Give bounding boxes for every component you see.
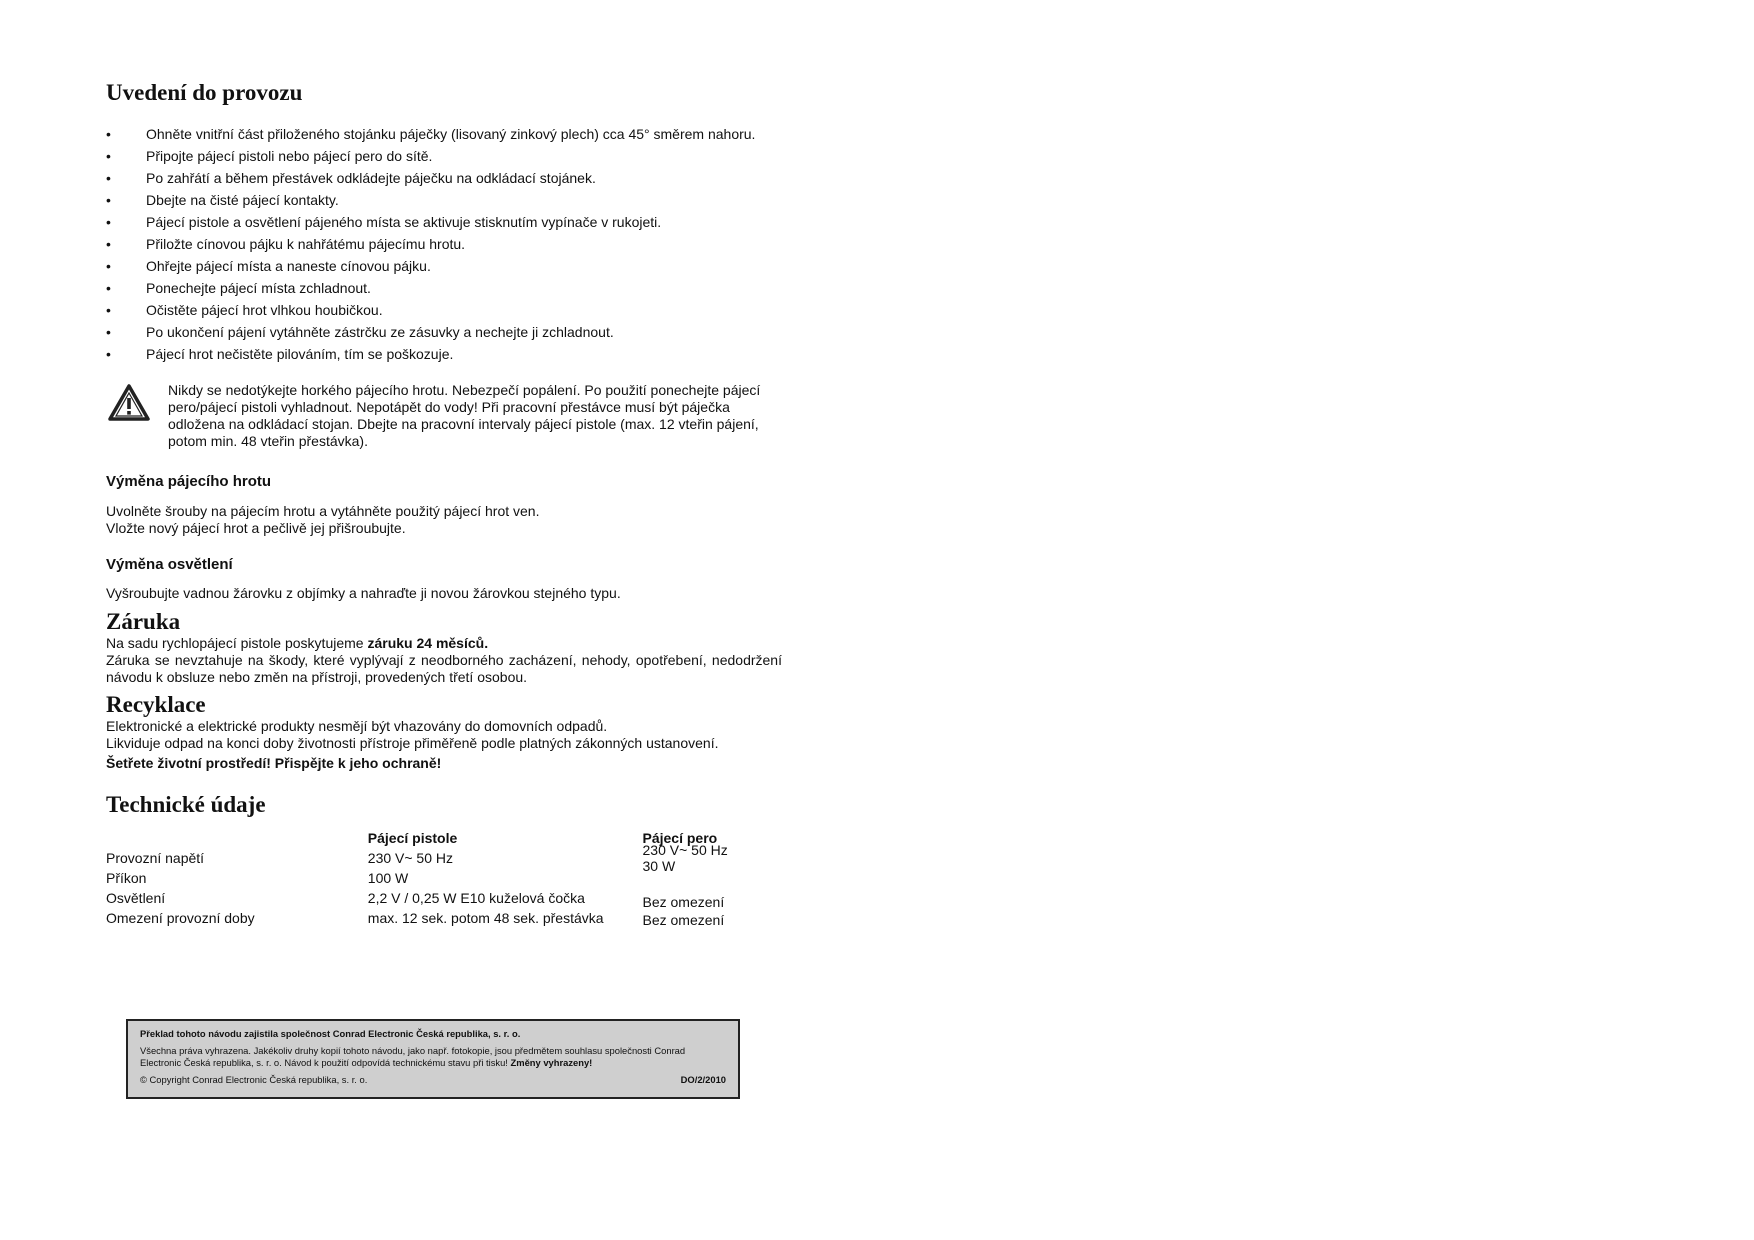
bullet-icon: • xyxy=(106,126,111,142)
pen-value: 30 W xyxy=(642,858,676,874)
recycling-line-3: Šetřete životní prostředí! Přispějte k jeho ochraně! xyxy=(106,755,442,771)
list-item: • Po zahřátí a během přestávek odkládejte páječku na odkládací stojánek. xyxy=(106,170,596,186)
list-item: • Očistěte pájecí hrot vlhkou houbičkou. xyxy=(106,302,383,318)
list-item: • Po ukončení pájení vytáhněte zástrčku ze zásuvky a nechejte ji zchladnout. xyxy=(106,324,614,340)
list-item: • Dbejte na čisté pájecí kontakty. xyxy=(106,192,339,208)
table-row xyxy=(106,908,782,928)
warranty-text-2: Záruka se nevztahuje na škody, které vyplývají z neodborného zacházení, nehody, opotřebení, nedodržení návodu k obsluze nebo změn na přístroji, provedených třetí osobou. xyxy=(106,652,782,685)
recycling-line-1: Elektronické a elektrické produkty nesmějí být vhazovány do domovních odpadů. xyxy=(106,718,608,734)
warning-triangle-icon xyxy=(108,384,150,426)
imprint-rights: Všechna práva vyhrazena. Jakékoliv druhy kopií tohoto návodu, jako např. fotokopie, jsou předmětem souhlasu společnosti Conrad Electronic Česká republika, s. r. o. Návod k použití odpovídá technickému stavu při tisku! Změny vyhrazeny! xyxy=(140,1045,686,1068)
section-title-warranty: Záruka xyxy=(106,609,181,634)
imprint-footer xyxy=(140,1074,726,1086)
row-label: Příkon xyxy=(106,870,147,886)
list-item: • Připojte pájecí pistoli nebo pájecí pero do sítě. xyxy=(106,148,433,164)
list-item: • Ohřejte pájecí místa a naneste cínovou pájku. xyxy=(106,258,431,274)
bullet-icon: • xyxy=(106,280,111,296)
list-item: • Pájecí pistole a osvětlení pájeného místa se aktivuje stisknutím vypínače v rukojeti. xyxy=(106,214,662,230)
tip-replacement-line-2: Vložte nový pájecí hrot a pečlivě jej přišroubujte. xyxy=(106,520,406,536)
imprint-title: Překlad tohoto návodu zajistila společnost Conrad Electronic Česká republika, s. r. o. xyxy=(140,1028,521,1039)
bullet-icon: • xyxy=(106,258,111,274)
bullet-icon: • xyxy=(106,214,111,230)
bullet-icon: • xyxy=(106,236,111,252)
document-code: DO/2/2010 xyxy=(680,1074,726,1085)
bullet-icon: • xyxy=(106,346,111,362)
bullet-icon: • xyxy=(106,302,111,318)
bullet-icon: • xyxy=(106,192,111,208)
section-title-light-replacement: Výměna osvětlení xyxy=(106,556,233,573)
section-title-recycling: Recyklace xyxy=(106,692,206,717)
recycling-line-2: Likviduje odpad na konci doby životnosti přístroje přiměřeně podle platných zákonných ustanovení. xyxy=(106,735,719,751)
tech-spec-table xyxy=(106,828,782,928)
copyright-text: © Copyright Conrad Electronic Česká republika, s. r. o. xyxy=(140,1074,368,1085)
section-title-tech: Technické údaje xyxy=(106,792,266,817)
table-row xyxy=(106,868,782,888)
gun-value: 100 W xyxy=(367,870,409,886)
pen-value: Bez omezení xyxy=(642,894,725,910)
gun-value: 230 V~ 50 Hz xyxy=(367,850,454,866)
bullet-icon: • xyxy=(106,170,111,186)
bullet-icon: • xyxy=(106,324,111,340)
warranty-text-1: Na sadu rychlopájecí pistole poskytujeme záruku 24 měsíců. xyxy=(106,635,489,651)
row-label: Provozní napětí xyxy=(106,850,205,866)
list-item: • Pájecí hrot nečistěte pilováním, tím se poškozuje. xyxy=(106,346,454,362)
safety-warning xyxy=(106,382,782,450)
bullet-icon: • xyxy=(106,148,111,164)
list-item: • Přiložte cínovou pájku k nahřátému pájecímu hrotu. xyxy=(106,236,466,252)
row-label: Omezení provozní doby xyxy=(106,910,255,926)
gun-value: max. 12 sek. potom 48 sek. přestávka xyxy=(367,910,604,926)
list-item: • Ponechejte pájecí místa zchladnout. xyxy=(106,280,371,296)
table-row xyxy=(106,888,782,908)
pen-value: Bez omezení xyxy=(642,912,725,928)
column-header-gun: Pájecí pistole xyxy=(367,830,458,846)
section-title-operation: Uvedení do provozu xyxy=(106,80,303,105)
light-replacement-text: Vyšroubujte vadnou žárovku z objímky a nahraďte ji novou žárovkou stejného typu. xyxy=(106,585,621,601)
row-label: Osvětlení xyxy=(106,890,166,906)
tip-replacement-line-1: Uvolněte šrouby na pájecím hrotu a vytáhněte použitý pájecí hrot ven. xyxy=(106,503,540,519)
operation-bullet-list xyxy=(106,126,782,362)
imprint-box xyxy=(126,1019,740,1099)
pen-value: 230 V~ 50 Hz xyxy=(642,842,728,858)
gun-value: 2,2 V / 0,25 W E10 kuželová čočka xyxy=(367,890,585,906)
column-header-pen: Pájecí pero xyxy=(642,830,718,846)
section-title-tip-replacement: Výměna pájecího hrotu xyxy=(106,473,272,490)
list-item: • Ohněte vnitřní část přiloženého stojánku páječky (lisovaný zinkový plech) cca 45° směrem nahoru. xyxy=(106,126,756,142)
document-page xyxy=(106,80,782,928)
warning-text: Nikdy se nedotýkejte horkého pájecího hrotu. Nebezpečí popálení. Po použití ponechejte pájecí pero/pájecí pistoli vyhladnout. Nepotápět do vody! Při pracovní přestávce musí být páječka odložena na odkládací stojan. Dbejte na pracovní intervaly pájecí pistole (max. 12 vteřin pájení, potom min. 48 vteřin přestávka). xyxy=(168,382,761,449)
